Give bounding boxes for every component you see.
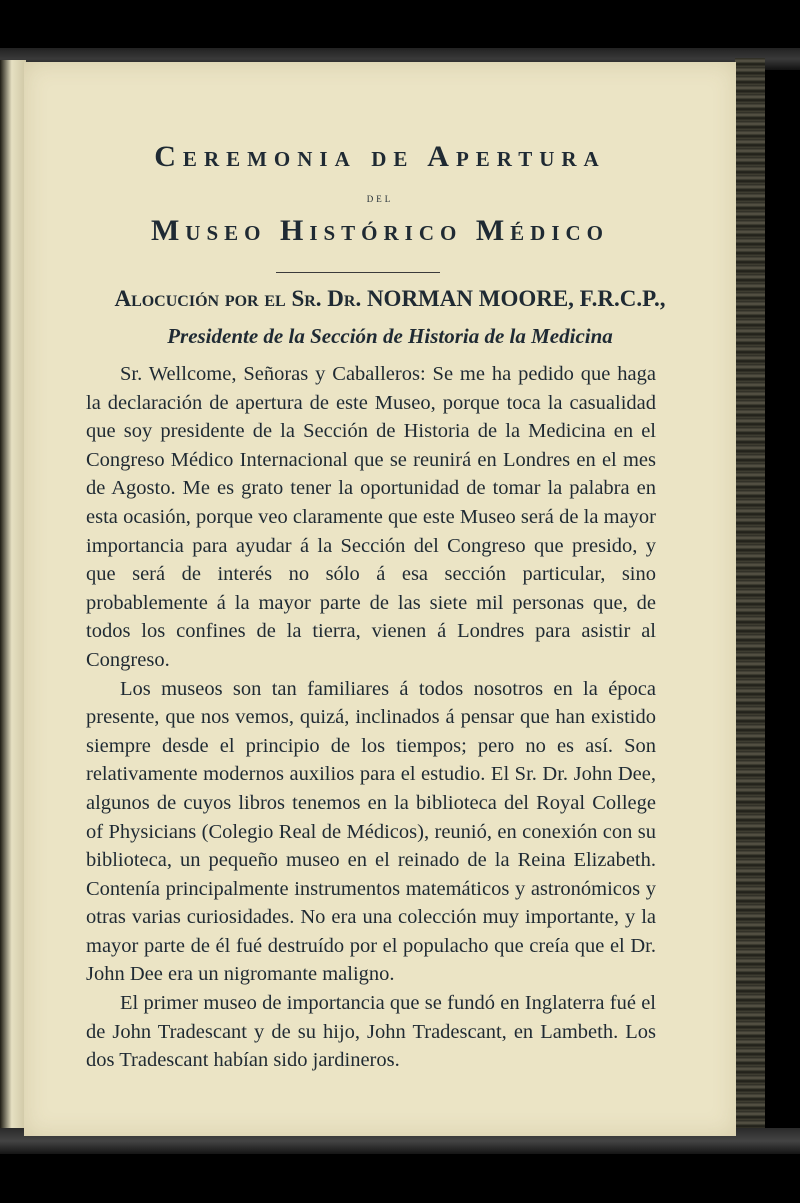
document-page xyxy=(24,62,736,1136)
book-spine-edge xyxy=(735,58,765,1148)
title-line-2: Museo Histórico Médico xyxy=(150,214,610,247)
title-line-1: Ceremonia de Apertura xyxy=(154,140,606,173)
body-text xyxy=(86,360,656,1075)
address-title: Alocución por el Sr. Dr. NORMAN MOORE, F.R.C.P., xyxy=(114,286,666,311)
adjacent-page-edge xyxy=(0,60,26,1140)
paragraph-2: Los museos son tan familiares á todos nosotros en la época presente, que nos vemos, quizá, inclinados á pensar que han existido siempre desde el principio de los tiempos; pero no es así. Son relativamente modernos auxilios para el estudio. El Sr. Dr. John Dee, algunos de cuyos libros tenemos en la biblioteca del Royal College of Physicians (Colegio Real de Médicos), reunió, en conexión con su biblioteca, un pequeño museo en el reinado de la Reina Elizabeth. Contenía principalmente instrumentos matemáticos y astronómicos y otras varias curiosidades. No era una colección muy importante, y la mayor parte de él fué destruído por el populacho que creía que el Dr. John Dee era un nigromante maligno. xyxy=(86,677,656,986)
title-connector: del xyxy=(366,190,394,205)
title-divider xyxy=(276,272,440,273)
address-subtitle: Presidente de la Sección de Historia de la Medicina xyxy=(167,324,613,348)
paragraph-1: Sr. Wellcome, Señoras y Caballeros: Se me ha pedido que haga la declaración de apertura de este Museo, porque toca la casualidad que soy presidente de la Sección de Historia de la Medicina en el Congreso Médico Internacional que se reunirá en Londres en el mes de Agosto. Me es grato tener la oportunidad de tomar la palabra en esta ocasión, porque veo claramente que este Museo será de la mayor importancia para ayudar á la Sección del Congreso que presido, y que será de interés no sólo á esa sección particular, sino probablemente á la mayor parte de las siete mil personas que, de todos los confines de la tierra, vienen á Londres para asistir al Congreso. xyxy=(86,363,656,671)
paragraph-3: El primer museo de importancia que se fundó en Inglaterra fué el de John Tradescant y de su hijo, John Tradescant, en Lambeth. Los dos Tradescant habían sido jardineros. xyxy=(86,992,656,1072)
